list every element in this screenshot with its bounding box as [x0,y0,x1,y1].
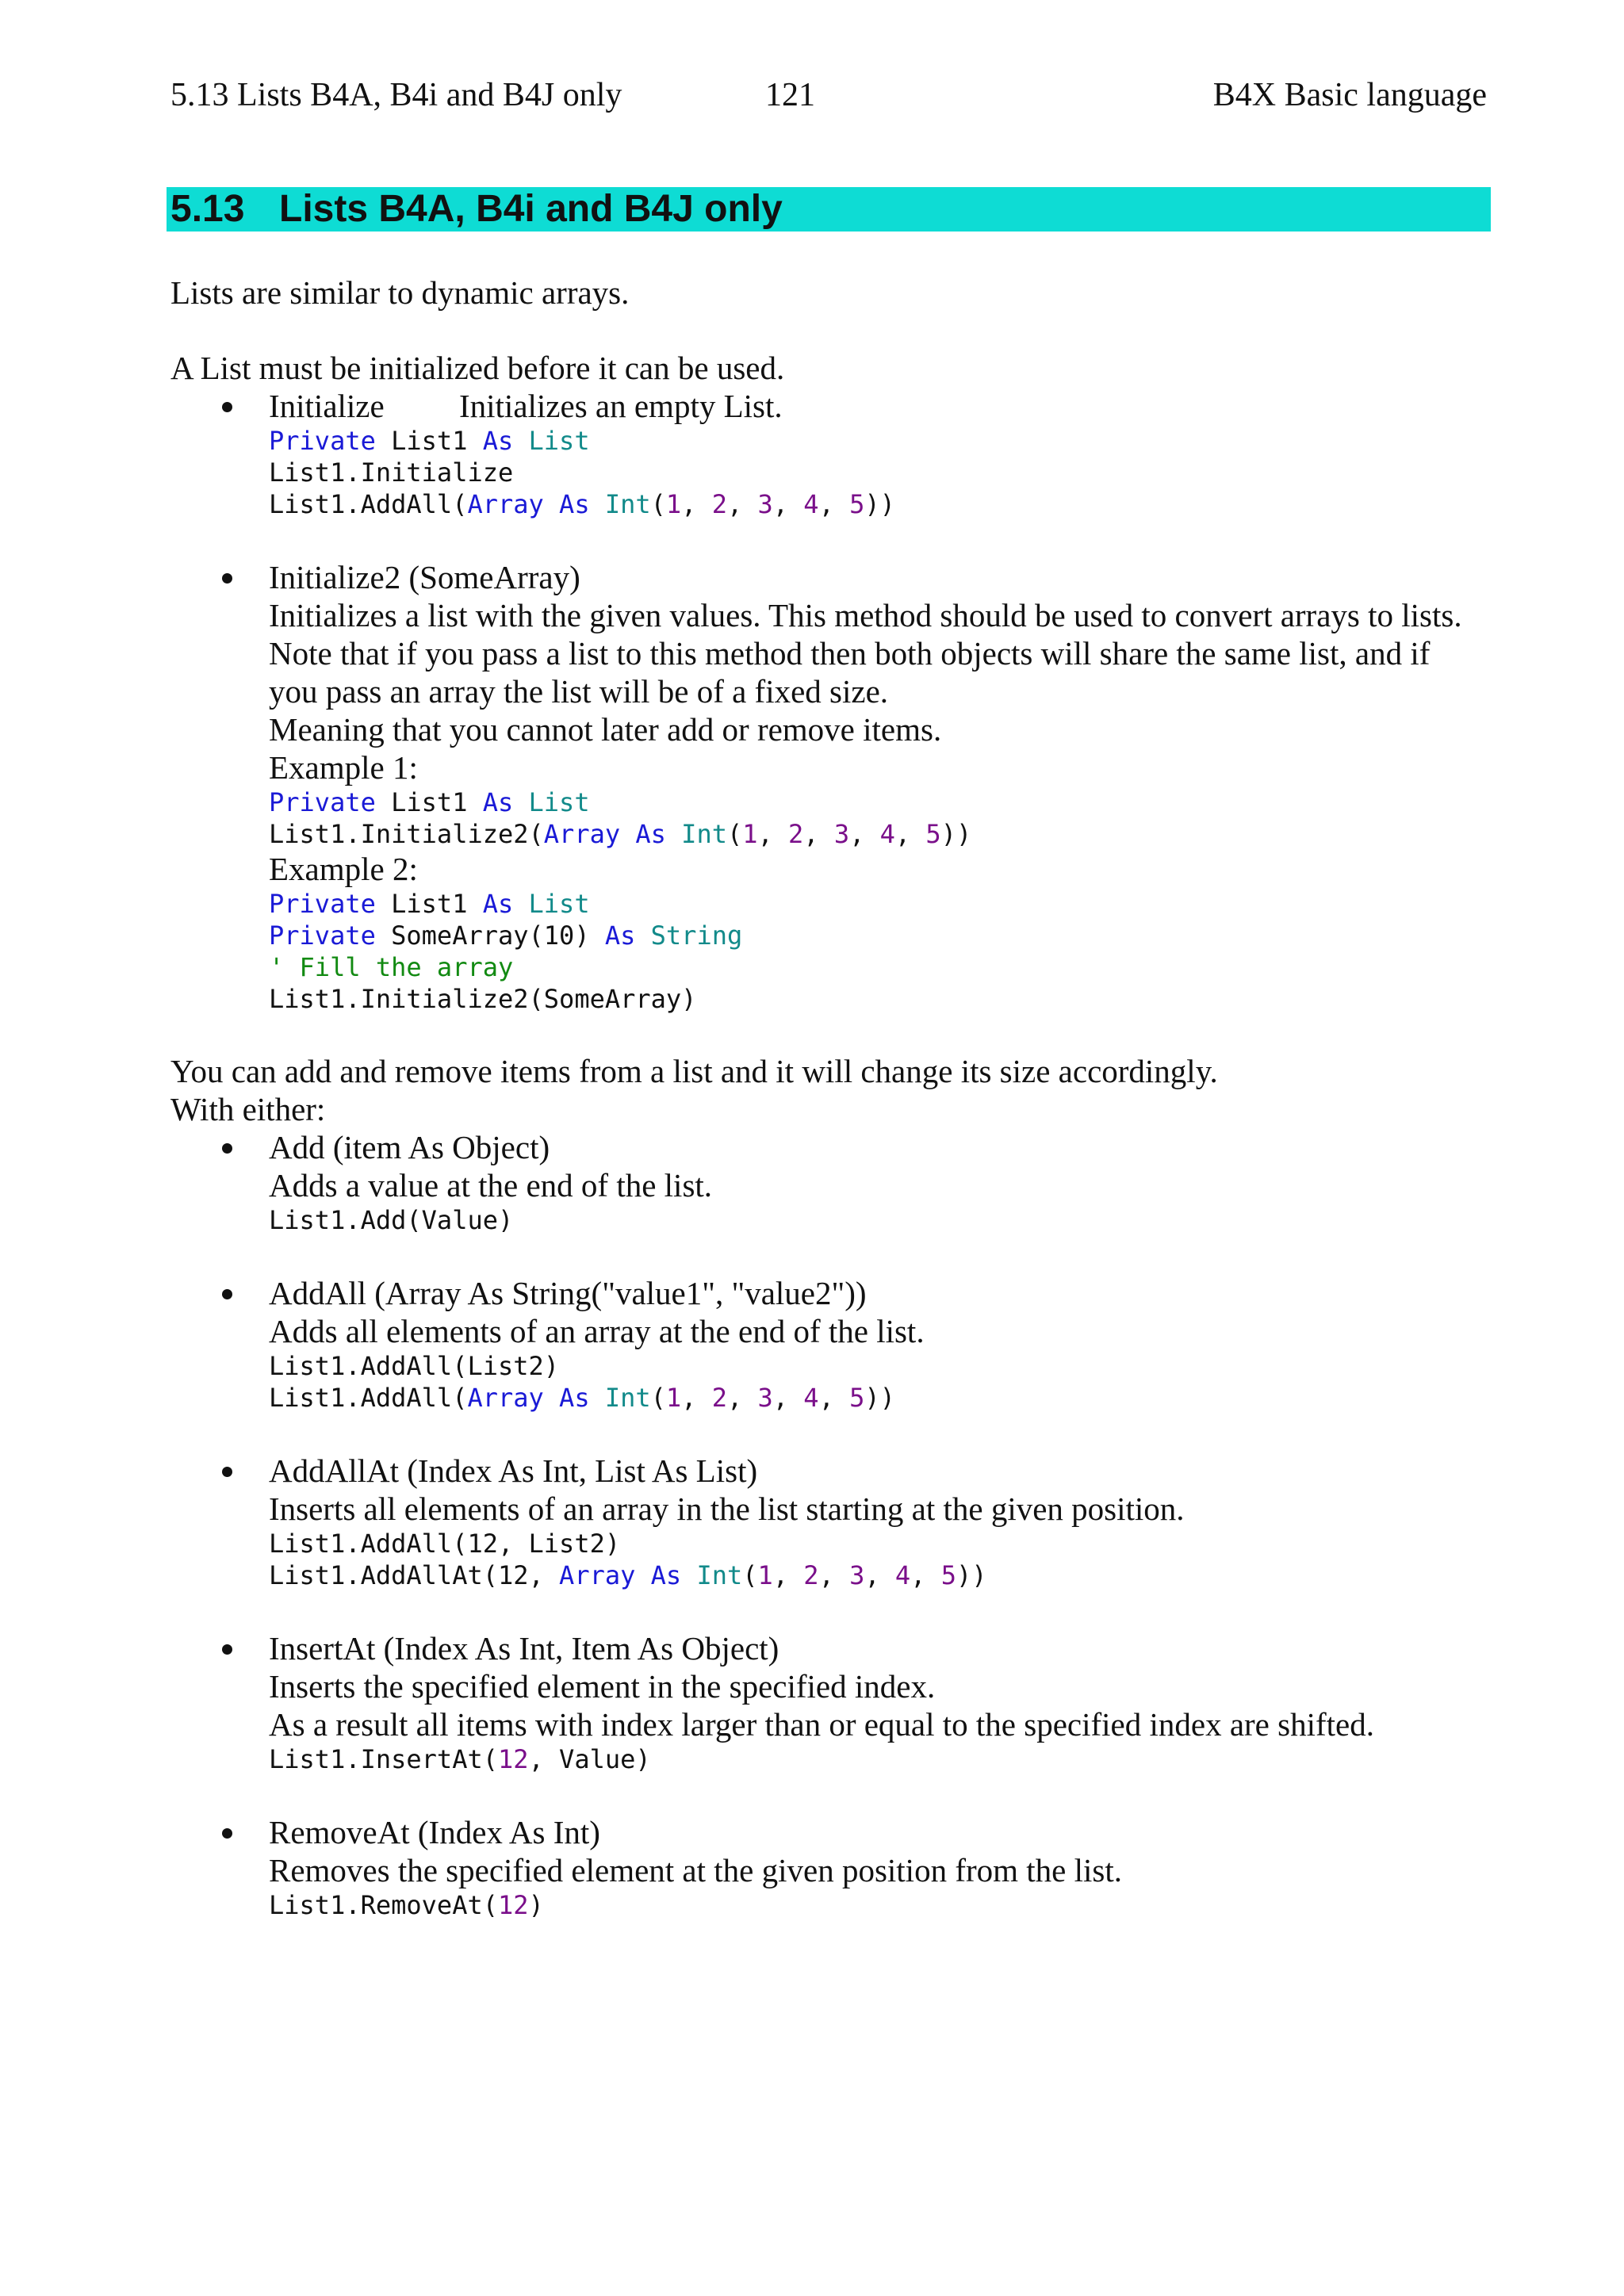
code-token: Private [269,426,376,456]
code-token: , [681,489,712,519]
code-token: )) [864,489,895,519]
code-token: , [849,819,880,849]
code-token: Private [269,889,376,919]
code-token: List1.RemoveAt( [269,1890,498,1920]
code-line: List1.Initialize2(SomeArray) [269,984,697,1014]
code-token: , [818,1383,850,1413]
code-token: Private [269,920,376,951]
code-line [269,1889,1487,1921]
section-number: 5.13 [170,188,245,230]
code-token: 5 [849,1383,865,1413]
code-token: 2 [711,1383,727,1413]
code-line [269,488,1487,520]
code-token: As [635,819,666,849]
example-label: Example 2: [269,851,418,887]
bullet-icon [222,1828,232,1839]
code-token: 12 [497,1744,529,1774]
code-token: , [864,1560,895,1590]
code-token: , [681,1383,712,1413]
code-line [269,920,1487,951]
method-description: Inserts the specified element in the specified index. [269,1668,936,1705]
code-line: List1.AddAll(List2) [269,1351,560,1381]
list-item-add [170,1128,1487,1274]
code-token: 4 [803,1383,819,1413]
code-token: 1 [665,489,682,519]
method-name: RemoveAt (Index As Int) [269,1814,600,1850]
code-token [544,489,559,519]
example-label: Example 1: [269,749,418,786]
code-token [590,489,605,519]
modify-methods-list [170,1128,1487,1921]
method-description: As a result all items with index larger than or equal to the specified index are shifted. [269,1706,1374,1743]
code-line [269,1382,1487,1414]
bullet-icon [222,1467,232,1477]
code-token: )) [864,1383,895,1413]
code-token: List1 [375,426,483,456]
code-token: Array [559,1560,636,1590]
bullet-icon [222,573,232,584]
method-name: AddAllAt (Index As Int, List As List) [269,1452,758,1489]
code-token: 5 [940,1560,956,1590]
description-line: Initializes a list with the given values. This method should be used to convert arrays to lists. [269,597,1462,633]
method-description: Removes the specified element at the given position from the list. [269,1852,1122,1888]
code-token: )) [956,1560,987,1590]
method-name: InsertAt (Index As Int, Item As Object) [269,1630,779,1667]
method-description: Initializes an empty List. [459,388,783,424]
code-token: 2 [788,819,804,849]
code-line [269,425,1487,457]
code-token: List1.AddAll( [269,1383,468,1413]
code-token: )) [940,819,972,849]
code-token [513,787,528,817]
code-line [269,888,1487,920]
code-token: List1.InsertAt( [269,1744,498,1774]
page-number: 121 [765,77,815,113]
bullet-icon [222,1143,232,1154]
code-token: , [772,1560,804,1590]
code-token [544,1383,559,1413]
code-token: SomeArray(10) [375,920,605,951]
code-token: List1.Initialize2( [269,819,544,849]
page-body [170,274,1487,1921]
method-name: Initialize2 (SomeArray) [269,559,580,595]
list-item-removeat [170,1813,1487,1921]
bullet-icon [222,402,232,412]
code-token: List [528,889,590,919]
list-item-addall [170,1274,1487,1452]
code-token: 4 [879,819,895,849]
code-token: As [482,787,514,817]
code-token: As [482,426,514,456]
code-token [681,1560,696,1590]
list-item-insertat [170,1629,1487,1813]
code-token: 2 [803,1560,819,1590]
code-token [635,1560,650,1590]
intro-paragraph: Lists are similar to dynamic arrays. [170,274,630,311]
code-token: , [910,1560,941,1590]
code-line: List1.Initialize [269,457,514,488]
code-token [635,920,650,951]
description-line: you pass an array the list will be of a fixed size. [269,673,889,710]
description-line: Meaning that you cannot later add or remove items. [269,711,942,748]
code-token: , [803,819,834,849]
code-token: 3 [849,1560,865,1590]
code-token: ( [742,1560,758,1590]
code-token: As [559,489,590,519]
resize-paragraph: You can add and remove items from a list and it will change its size accordingly. [170,1053,1218,1089]
code-token: ) [528,1890,544,1920]
code-token: 4 [803,489,819,519]
list-item-addallat [170,1452,1487,1629]
code-token: Int [696,1560,743,1590]
code-line [269,1559,1487,1591]
code-line: List1.Add(Value) [269,1205,514,1235]
method-name: Initialize [269,388,385,424]
method-description: Adds a value at the end of the list. [269,1167,713,1203]
code-token: 4 [894,1560,911,1590]
code-token [620,819,635,849]
list-item-initialize [170,387,1487,558]
code-comment-line: ' Fill the array [269,952,514,982]
code-token: 3 [757,1383,773,1413]
code-token [666,819,681,849]
code-line [269,818,1487,850]
code-token: , [726,489,758,519]
code-token: Array [467,489,544,519]
code-token: 3 [757,489,773,519]
code-token: , [772,1383,804,1413]
initialize-list [170,387,1487,1015]
code-token: 3 [833,819,850,849]
code-token: Int [681,819,727,849]
with-either-label: With either: [170,1091,326,1127]
code-token: List1.AddAllAt(12, [269,1560,560,1590]
code-token [513,426,528,456]
code-token: , Value) [528,1744,651,1774]
code-token: Int [604,489,651,519]
list-item-initialize2 [170,558,1487,1015]
section-title: Lists B4A, B4i and B4J only [279,188,783,230]
code-token: List [528,426,590,456]
code-token: ( [650,1383,666,1413]
code-token: Int [604,1383,651,1413]
init-requirement-paragraph: A List must be initialized before it can be used. [170,350,785,386]
bullet-icon [222,1644,232,1655]
code-token: , [818,489,850,519]
code-token: , [894,819,926,849]
code-token [590,1383,605,1413]
code-token: , [818,1560,850,1590]
code-token: , [726,1383,758,1413]
description-line: Note that if you pass a list to this method then both objects will share the same list, and if [269,635,1431,672]
code-token: List1 [375,787,483,817]
code-token: As [650,1560,682,1590]
method-name: Add (item As Object) [269,1129,550,1165]
code-token: , [772,489,804,519]
code-token: Array [467,1383,544,1413]
code-line [269,1743,1487,1775]
code-token: 1 [757,1560,773,1590]
code-token [513,889,528,919]
section-heading [167,187,1491,232]
code-token: As [482,889,514,919]
code-token: List1 [375,889,483,919]
code-token: 5 [849,489,865,519]
code-token: String [650,920,743,951]
code-token: ( [650,489,666,519]
code-token: 2 [711,489,727,519]
code-token: List [528,787,590,817]
code-token: Private [269,787,376,817]
running-header [170,76,1487,121]
code-token: , [757,819,789,849]
header-book-title: B4X Basic language [1212,77,1487,113]
method-name: AddAll (Array As String("value1", "value2")) [269,1275,867,1311]
code-token: As [559,1383,590,1413]
code-token: 1 [665,1383,682,1413]
code-token: 12 [497,1890,529,1920]
code-token: Array [543,819,621,849]
header-section-title: 5.13 Lists B4A, B4i and B4J only [170,77,622,113]
code-token: ( [726,819,743,849]
method-description: Adds all elements of an array at the end of the list. [269,1313,925,1349]
bullet-icon [222,1289,232,1299]
code-token: List1.AddAll( [269,489,468,519]
code-token: 1 [742,819,758,849]
code-token: As [604,920,636,951]
code-token: 5 [925,819,941,849]
code-line [269,786,1487,818]
code-line: List1.AddAll(12, List2) [269,1529,621,1559]
method-description: Inserts all elements of an array in the list starting at the given position. [269,1490,1185,1527]
